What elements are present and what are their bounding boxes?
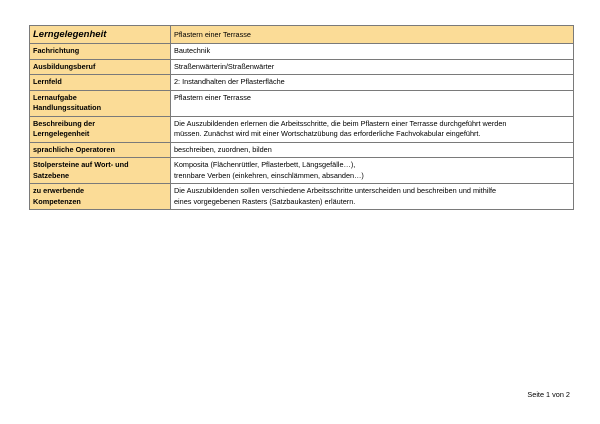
table-row [30,90,574,116]
row-value [171,116,574,142]
row-label [30,142,171,158]
row-label [30,75,171,91]
row-label [30,184,171,210]
table-row [30,116,574,142]
row-label-line: Satzebene [33,170,70,180]
row-label [30,116,171,142]
row-value-line: Straßenwärterin/Straßenwärter [174,61,275,71]
row-label [30,90,171,116]
page-number: Seite 1 von 2 [527,390,570,399]
table-row [30,158,574,184]
row-label-line: Lernaufgabe [33,92,77,102]
row-label-line: Fachrichtung [33,46,80,55]
header-label: Lerngelegenheit [30,26,171,44]
header-value: Pflastern einer Terrasse [171,26,574,44]
row-label-line: sprachliche Operatoren [33,144,115,154]
info-table [29,25,574,210]
row-value-line: beschreiben, zuordnen, bilden [174,144,272,154]
row-value [171,90,574,116]
row-label-line: Lerngelegenheit [33,129,90,138]
row-label [30,158,171,184]
row-value [171,184,574,210]
row-label-line: Kompetenzen [33,196,81,206]
row-value-line: Komposita (Flächenrüttler, Pflasterbett, Längsgefälle…), [174,160,356,169]
row-label-line: zu erwerbende [33,186,85,195]
row-value [171,59,574,75]
row-value-line: 2: Instandhalten der Pflasterfläche [174,77,285,86]
row-label-line: Lernfeld [33,77,62,86]
table-header-row [30,26,574,44]
table-row [30,59,574,75]
table-row [30,142,574,158]
row-label-line: Beschreibung der [33,118,96,128]
row-value-line: Die Auszubildenden sollen verschiedene Arbeitsschritte unterscheiden und beschreiben und mithilfe [174,186,497,195]
row-value-line: müssen. Zunächst wird mit einer Wortschatzübung das erforderliche Fachvokabular eingeführt. [174,129,481,138]
row-value [171,158,574,184]
row-value-line: trennbare Verben (einkehren, einschlämmen, absanden…) [174,170,364,180]
row-value-line: Bautechnik [174,46,211,55]
table-row [30,75,574,91]
row-value-line: Pflastern einer Terrasse [174,92,251,102]
row-value [171,75,574,91]
table-row [30,184,574,210]
row-label-line: Stolpersteine auf Wort- und [33,160,129,169]
table-row [30,44,574,60]
row-label-line: Ausbildungsberuf [33,61,96,71]
row-label-line: Handlungssituation [33,103,102,112]
row-value-line: eines vorgegebenen Rasters (Satzbaukasten) erläutern. [174,196,356,206]
row-label [30,59,171,75]
row-value [171,142,574,158]
row-value-line: Die Auszubildenden erlernen die Arbeitsschritte, die beim Pflastern einer Terrasse durchgeführt werden [174,118,507,128]
row-value [171,44,574,60]
row-label [30,44,171,60]
